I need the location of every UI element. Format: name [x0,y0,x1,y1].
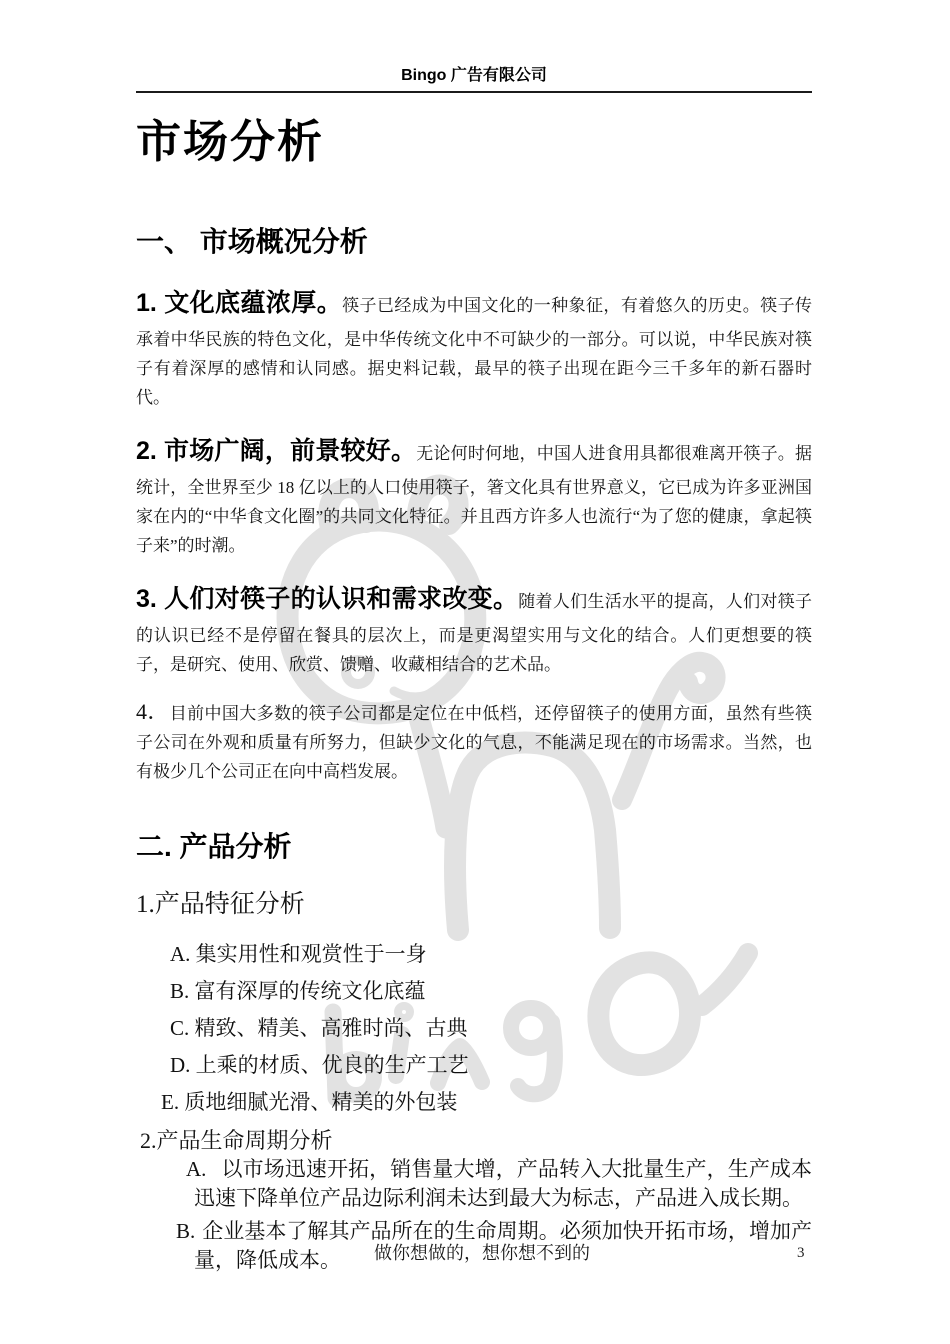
feature-item: E. 质地细腻光滑、精美的外包装 [161,1090,458,1114]
paragraph-lead: 4． [136,699,170,724]
paragraph-lead: 2. 市场广阔，前景较好。 [136,437,417,465]
paragraph-lead: 3. 人们对筷子的认识和需求改变。 [136,585,519,613]
sub2-heading: 2.产品生命周期分析 [140,1128,333,1153]
sub1-heading: 1.产品特征分析 [136,891,305,918]
feature-item: B. 富有深厚的传统文化底蕴 [170,979,426,1003]
paragraph-market [136,429,812,560]
list-item-text: 企业基本了解其产品所在的生命周期。必须加快开拓市场，增加产量，降低成本。 [194,1219,812,1272]
feature-item: D. 上乘的材质、优良的生产工艺 [170,1053,469,1077]
section1-heading: 一、 市场概况分析 [136,226,368,257]
page-header [136,66,812,93]
page-number: 3 [797,1245,805,1261]
paragraph-culture [136,281,812,412]
paragraph-demand [136,577,812,679]
paragraph-body: 筷子已经成为中国文化的一种象征，有着悠久的历史。筷子传承着中华民族的特色文化，是中华传统文化中不可缺少的一部分。可以说，中华民族对筷子有着深厚的感情和认同感。据史料记载，最早的筷子出现在距今三千多年的新石器时代。 [136,296,813,407]
document-title: 市场分析 [136,116,325,167]
paragraph-body: 无论何时何地，中国人进食用具都很难离开筷子。据统计，全世界至少 18 亿以上的人口使用筷子，箸文化具有世界意义，它已成为许多亚洲国家在内的“中华食文化圈”的共同文化特征。并且西方许多人也流行“为了您的健康，拿起筷子来”的时潮。 [136,444,813,555]
feature-item: A. 集实用性和观赏性于一身 [170,942,427,966]
feature-list [136,936,812,1121]
section2-heading: 二. 产品分析 [136,831,292,862]
company-name: Bingo 广告有限公司 [401,67,547,84]
paragraph-lead: 1. 文化底蕴浓厚。 [136,289,343,317]
paragraph-competition [136,696,812,786]
lifecycle-item [136,1155,812,1213]
list-item-label: B. [176,1219,196,1243]
paragraph-body: 随着人们生活水平的提高，人们对筷子的认识已经不是停留在餐具的层次上，而是更渴望实用与文化的结合。人们更想要的筷子，是研究、使用、欣赏、馈赠、收藏相结合的艺术品。 [136,592,812,674]
list-item-label: A. [186,1157,207,1181]
list-item-text: 以市场迅速开拓，销售量大增，产品转入大批量生产，生产成本迅速下降单位产品边际利润未达到最大为标志，产品进入成长期。 [194,1157,812,1210]
page-content [136,0,812,1275]
paragraph-body: 目前中国大多数的筷子公司都是定位在中低档，还停留筷子的使用方面，虽然有些筷子公司在外观和质量有所努力，但缺少文化的气息，不能满足现在的市场需求。当然，也有极少几个公司正在向中高档发展。 [136,704,812,781]
feature-item: C. 精致、精美、高雅时尚、古典 [170,1016,468,1040]
footer-tagline: 做你想做的，想你想不到的 [374,1243,590,1263]
